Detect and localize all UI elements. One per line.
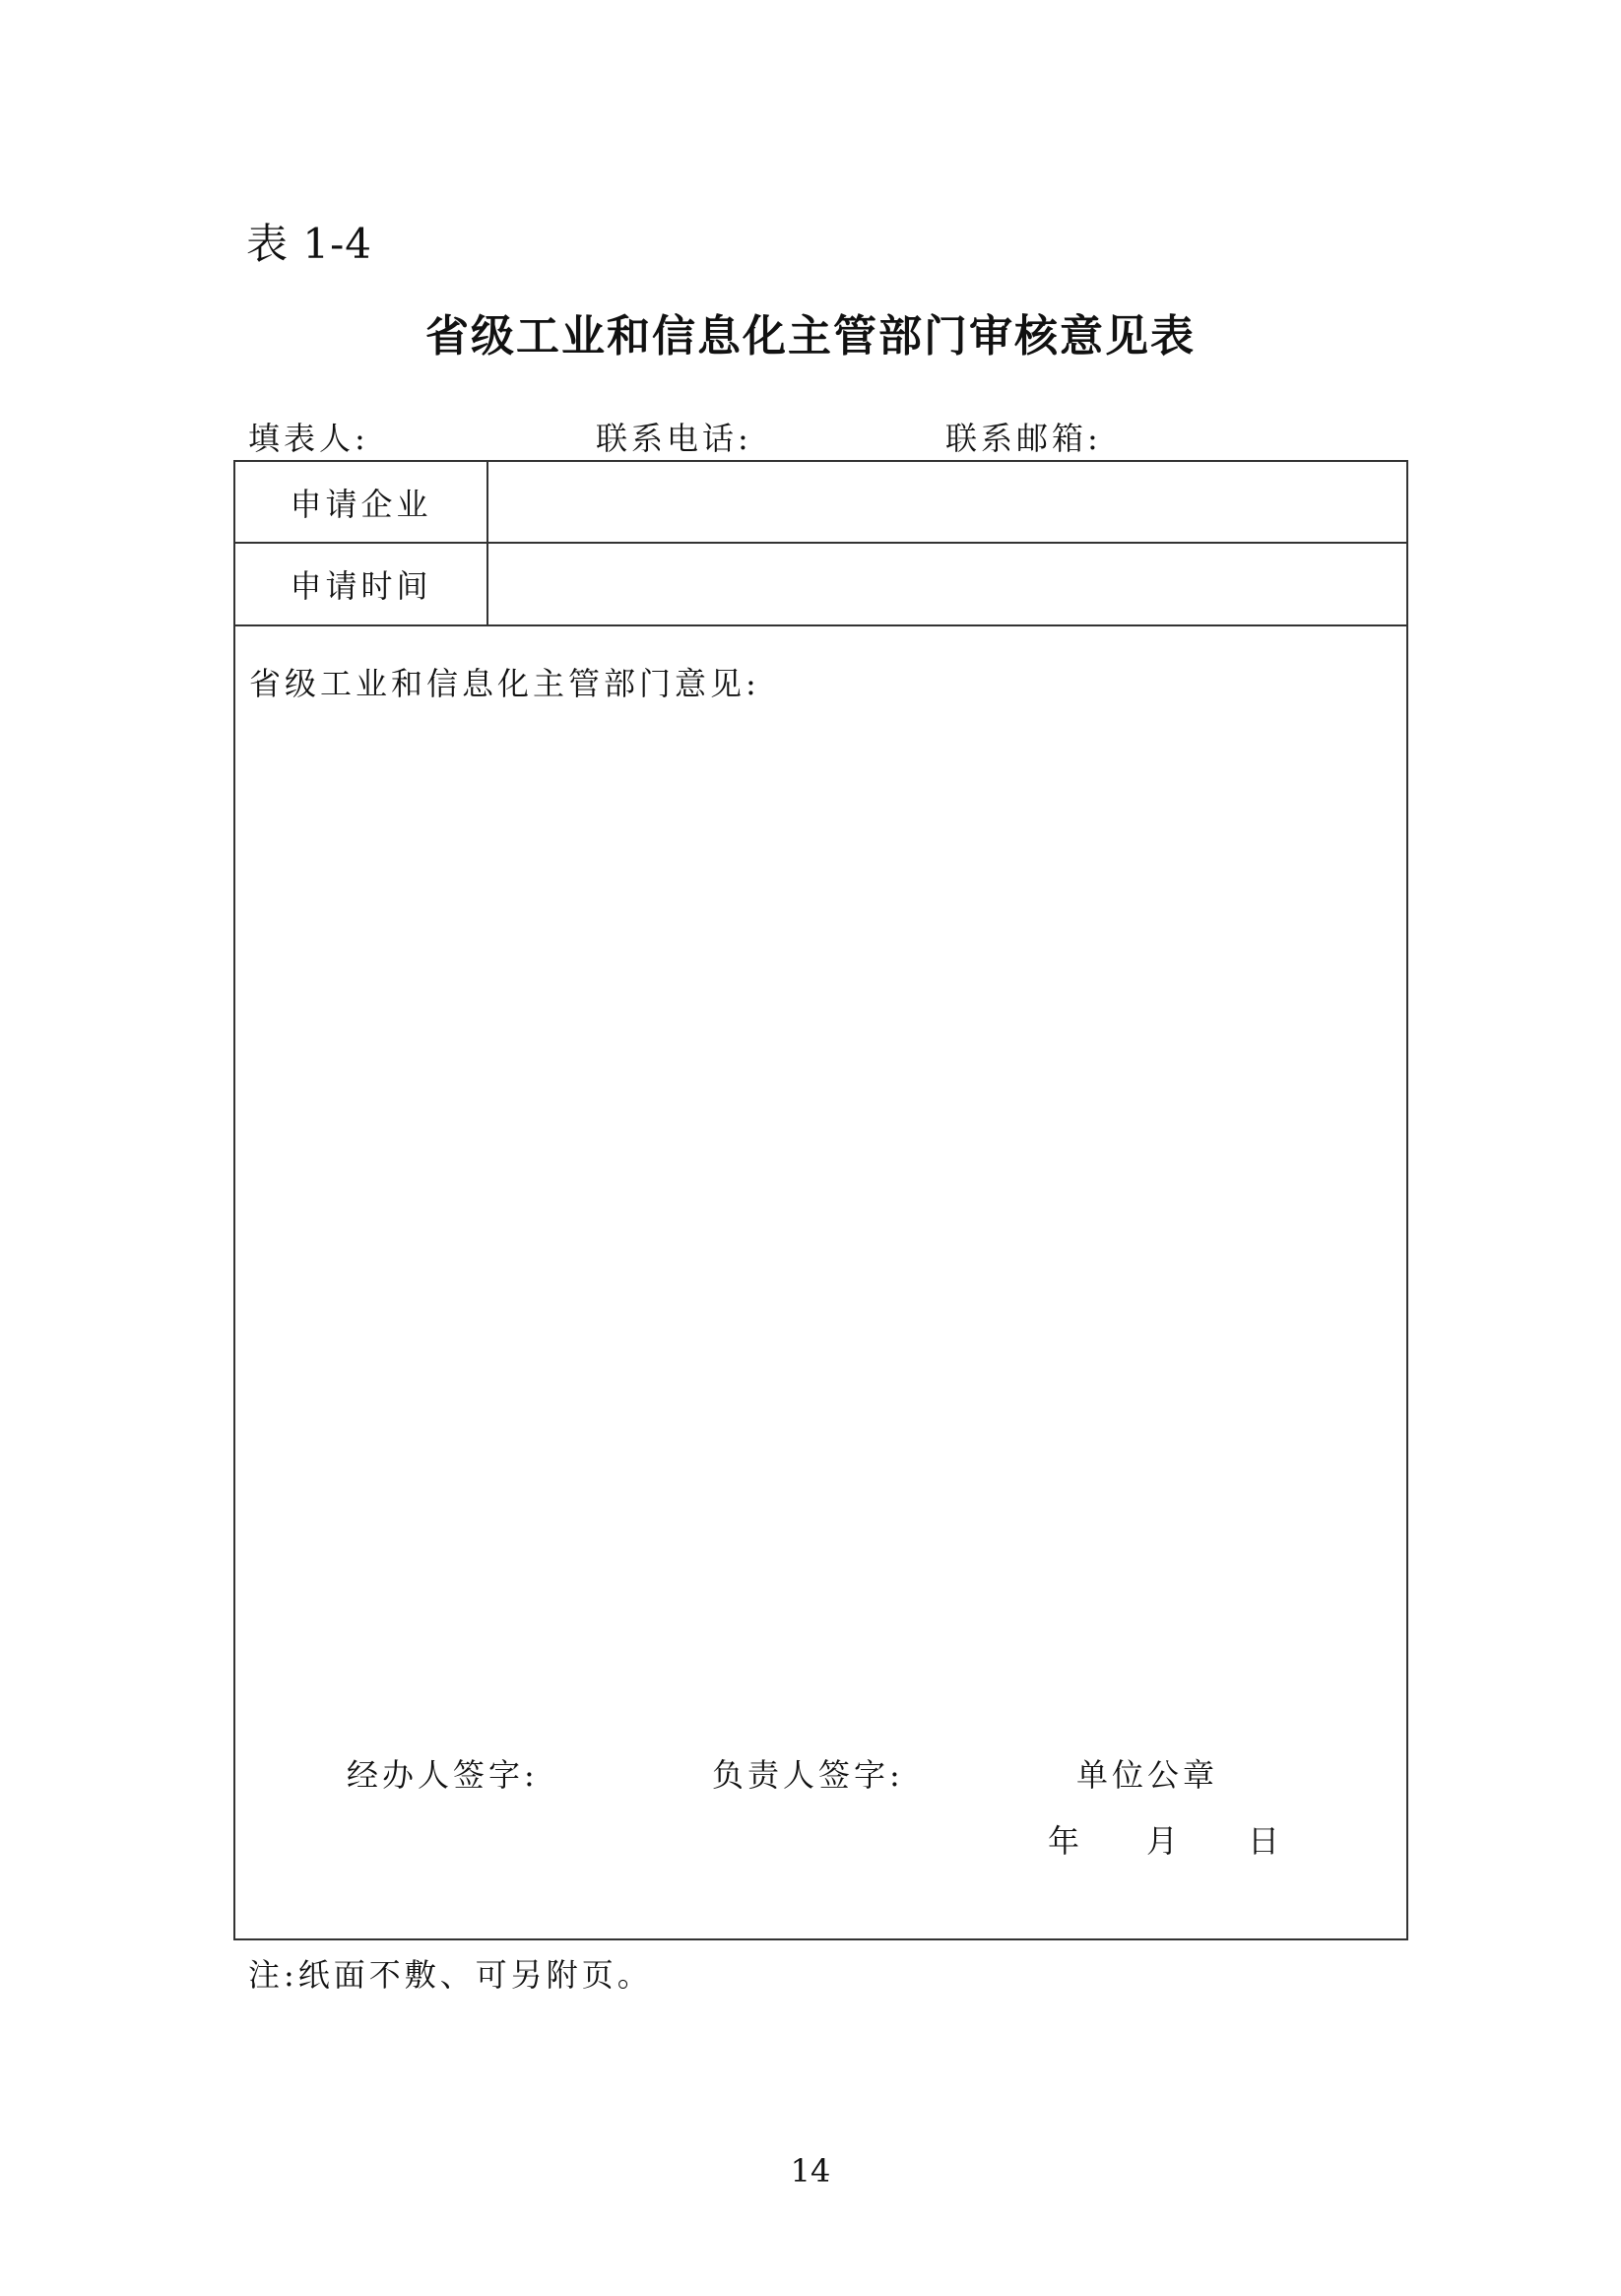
footnote: 注:纸面不敷、可另附页。 <box>248 1956 653 1994</box>
table-number: 表 1-4 <box>246 220 372 268</box>
page-number: 14 <box>790 2152 831 2190</box>
form-title: 省级工业和信息化主管部门审核意见表 <box>425 311 1196 361</box>
application-time-field[interactable] <box>488 544 1406 624</box>
handler-signature-label: 经办人签字: <box>347 1756 539 1794</box>
unit-seal-label: 单位公章 <box>1076 1756 1219 1794</box>
date-year-label: 年 <box>1048 1822 1080 1860</box>
review-form-table <box>233 460 1408 1940</box>
opinion-label: 省级工业和信息化主管部门意见: <box>249 665 760 702</box>
application-time-row <box>235 544 1406 626</box>
phone-label: 联系电话: <box>596 420 752 457</box>
applicant-company-label: 申请企业 <box>235 462 488 542</box>
applicant-company-row <box>235 462 1406 544</box>
date-day-label: 日 <box>1248 1822 1280 1860</box>
responsible-signature-label: 负责人签字: <box>712 1756 904 1794</box>
applicant-company-field[interactable] <box>488 462 1406 542</box>
application-time-label: 申请时间 <box>235 544 488 624</box>
email-label: 联系邮箱: <box>945 420 1102 457</box>
filler-label: 填表人: <box>248 420 369 457</box>
date-month-label: 月 <box>1146 1822 1179 1860</box>
